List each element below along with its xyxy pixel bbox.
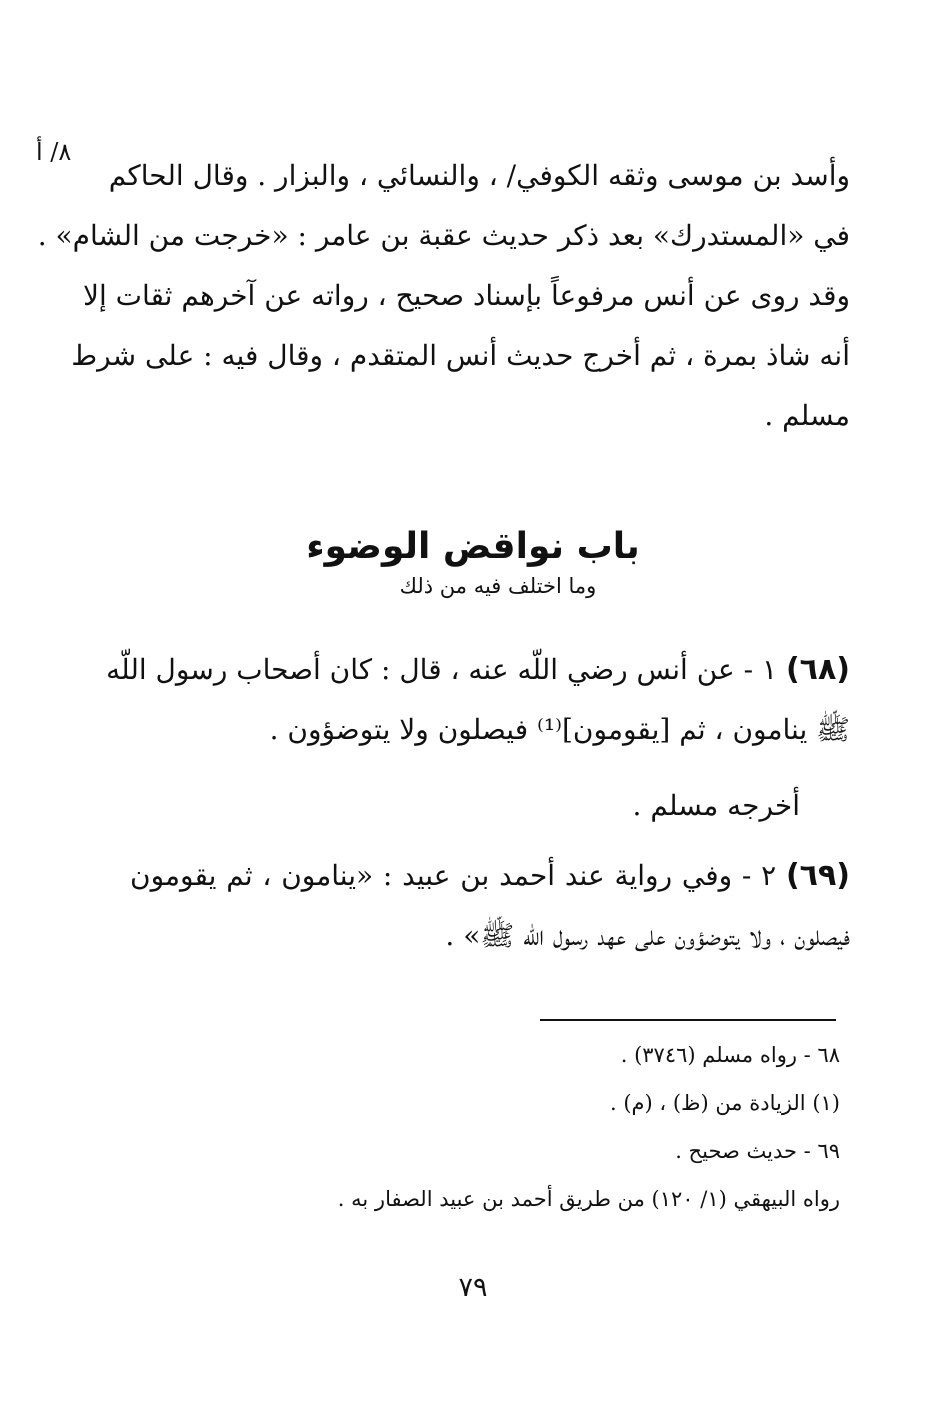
hadith-text: ٢ - وفي رواية عند أحمد بن عبيد : «ينامون ، ثم يقومون <box>130 859 786 892</box>
footnote: ٦٨ - رواه مسلم (٣٧٤٦) . <box>620 1043 840 1067</box>
page-number: ٧٩ <box>458 1272 488 1303</box>
intro-line: مسلم . <box>764 399 850 432</box>
hadith-number: (٦٩) <box>785 858 850 893</box>
intro-line: أنه شاذ بمرة ، ثم أخرج حديث أنس المتقدم ، وقال فيه : على شرط <box>71 339 850 372</box>
manuscript-folio-ref: ٨/ أ <box>36 138 72 166</box>
hadith-68-source <box>130 776 850 836</box>
hadith-69 <box>130 846 850 966</box>
chapter-title: باب نواقض الوضوء <box>306 526 640 567</box>
hadith-69-line-1 <box>130 846 850 906</box>
footnote: رواه البيهقي (١/ ١٢٠) من طريق أحمد بن عبيد الصفار به . <box>337 1187 840 1211</box>
footnote-separator <box>540 1019 836 1021</box>
hadith-number: (٦٨) <box>785 652 850 687</box>
footnote: (١) الزيادة من (ظ) ، (م) . <box>609 1091 840 1115</box>
intro-line: في «المستدرك» بعد ذكر حديث عقبة بن عامر : «خرجت من الشام» . <box>37 219 850 252</box>
hadith-text: ١ - عن أنس رضي اللّه عنه ، قال : كان أصحاب رسول اللّه <box>106 653 786 686</box>
hadith-69-line-2: فيصلون ، ولا يتوضؤون على عهد رسول اللّه ﷺ» . <box>445 919 850 952</box>
hadith-68-line-1 <box>106 640 850 700</box>
hadith-68 <box>106 640 850 760</box>
intro-line: وأسد بن موسى وثقه الكوفي/ ، والنسائي ، والبزار . وقال الحاكم <box>108 159 850 192</box>
chapter-subtitle: وما اختلف فيه من ذلك <box>399 574 597 598</box>
intro-line: وقد روى عن أنس مرفوعاً بإسناد صحيح ، رواته عن آخرهم ثقات إلا <box>82 279 850 312</box>
footnote: ٦٩ - حديث صحيح . <box>675 1139 840 1163</box>
source-line: أخرجه مسلم . <box>632 789 800 822</box>
hadith-68-line-2: ﷺ ينامون ، ثم [يقومون]⁽¹⁾ فيصلون ولا يتوضؤون . <box>269 713 850 746</box>
